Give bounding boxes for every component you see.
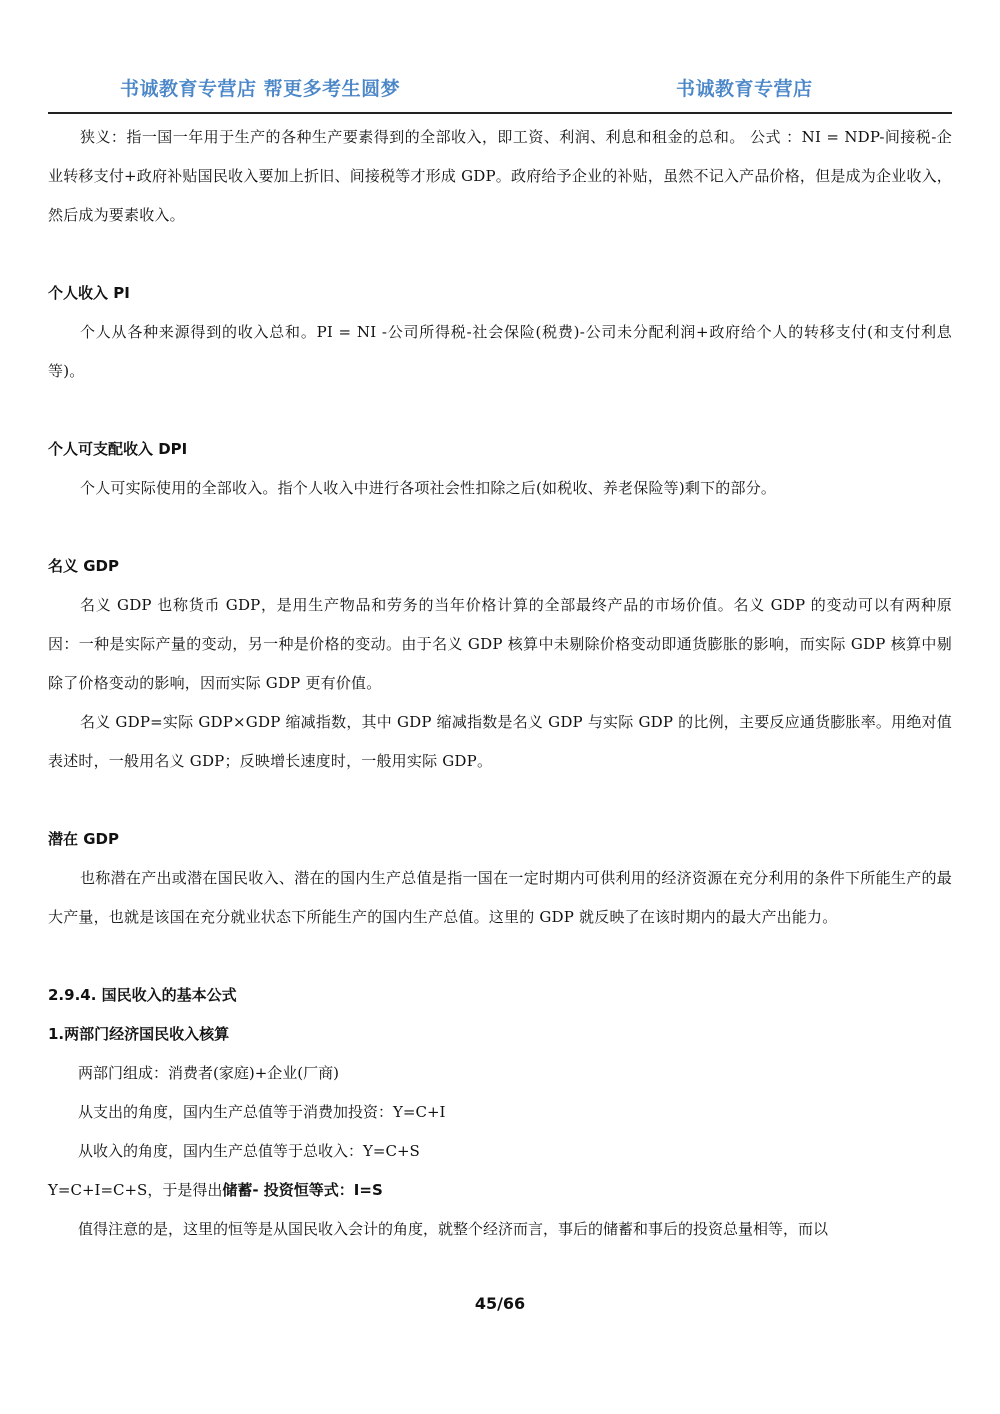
subsection-heading-two-sector: 1.两部门经济国民收入核算 — [48, 1025, 230, 1043]
identity-bold: 储蓄- 投资恒等式：I=S — [222, 1181, 383, 1199]
page-header — [48, 68, 952, 114]
section-heading-2-9-4: 2.9.4. 国民收入的基本公式 — [48, 986, 237, 1004]
header-right-title: 书诚教育专营店 — [676, 78, 813, 100]
note-paragraph: 值得注意的是，这里的恒等是从国民收入会计的角度，就整个经济而言，事后的储蓄和事后的投资总量相等，而以 — [78, 1220, 829, 1238]
nominal-gdp-paragraph-1: 名义 GDP 也称货币 GDP，是用生产物品和劳务的当年价格计算的全部最终产品的市场价值。名义 GDP 的变动可以有两种原因：一种是实际产量的变动，另一种是价格的变动。由于名义 GDP 核算中未剔除价格变动即通货膨胀的影响，而实际 GDP 核算中剔除了价格变动的影响，因而实际 GDP 更有价值。 — [48, 596, 952, 692]
pi-paragraph: 个人从各种来源得到的收入总和。PI = NI -公司所得税-社会保险(税费)-公司未分配利润+政府给个人的转移支付(和支付利息等)。 — [48, 323, 952, 380]
expenditure-formula: 从支出的角度，国内生产总值等于消费加投资：Y=C+I — [78, 1103, 446, 1121]
two-sector-composition: 两部门组成：消费者(家庭)+企业(厂商) — [78, 1064, 339, 1082]
nominal-gdp-paragraph-2: 名义 GDP=实际 GDP×GDP 缩减指数，其中 GDP 缩减指数是名义 GDP 与实际 GDP 的比例，主要反应通货膨胀率。用绝对值表述时，一般用名义 GDP；反映增长速度时，一般用实际 GDP。 — [48, 713, 952, 770]
potential-gdp-heading: 潜在 GDP — [48, 830, 119, 848]
pi-heading: 个人收入 PI — [48, 284, 130, 302]
page-number — [0, 1294, 1000, 1313]
dpi-heading: 个人可支配收入 DPI — [48, 440, 188, 458]
page-separator: / — [497, 1294, 503, 1313]
page-total: 66 — [502, 1294, 526, 1313]
document-body — [48, 118, 952, 1249]
potential-gdp-paragraph: 也称潜在产出或潜在国民收入、潜在的国内生产总值是指一国在一定时期内可供利用的经济资源在充分利用的条件下所能生产的最大产量，也就是该国在充分就业状态下所能生产的国内生产总值。这里的 GDP 就反映了在该时期内的最大产出能力。 — [48, 869, 952, 926]
savings-investment-identity — [48, 1171, 952, 1210]
header-left-title: 书诚教育专营店 帮更多考生圆梦 — [120, 78, 401, 100]
page-current: 45 — [474, 1294, 498, 1313]
nominal-gdp-heading: 名义 GDP — [48, 557, 119, 575]
income-formula: 从收入的角度，国内生产总值等于总收入：Y=C+S — [78, 1142, 420, 1160]
dpi-paragraph: 个人可实际使用的全部收入。指个人收入中进行各项社会性扣除之后(如税收、养老保险等)剩下的部分。 — [80, 479, 777, 497]
identity-prefix: Y=C+I=C+S，于是得出 — [48, 1181, 223, 1199]
ni-narrow-paragraph: 狭义：指一国一年用于生产的各种生产要素得到的全部收入，即工资、利润、利息和租金的总和。 公式 ：NI = NDP-间接税-企业转移支付+政府补贴国民收入要加上折旧、间接税等才形成 GDP。政府给予企业的补贴，虽然不记入产品价格，但是成为企业收入，然后成为要素收入。 — [48, 128, 952, 224]
